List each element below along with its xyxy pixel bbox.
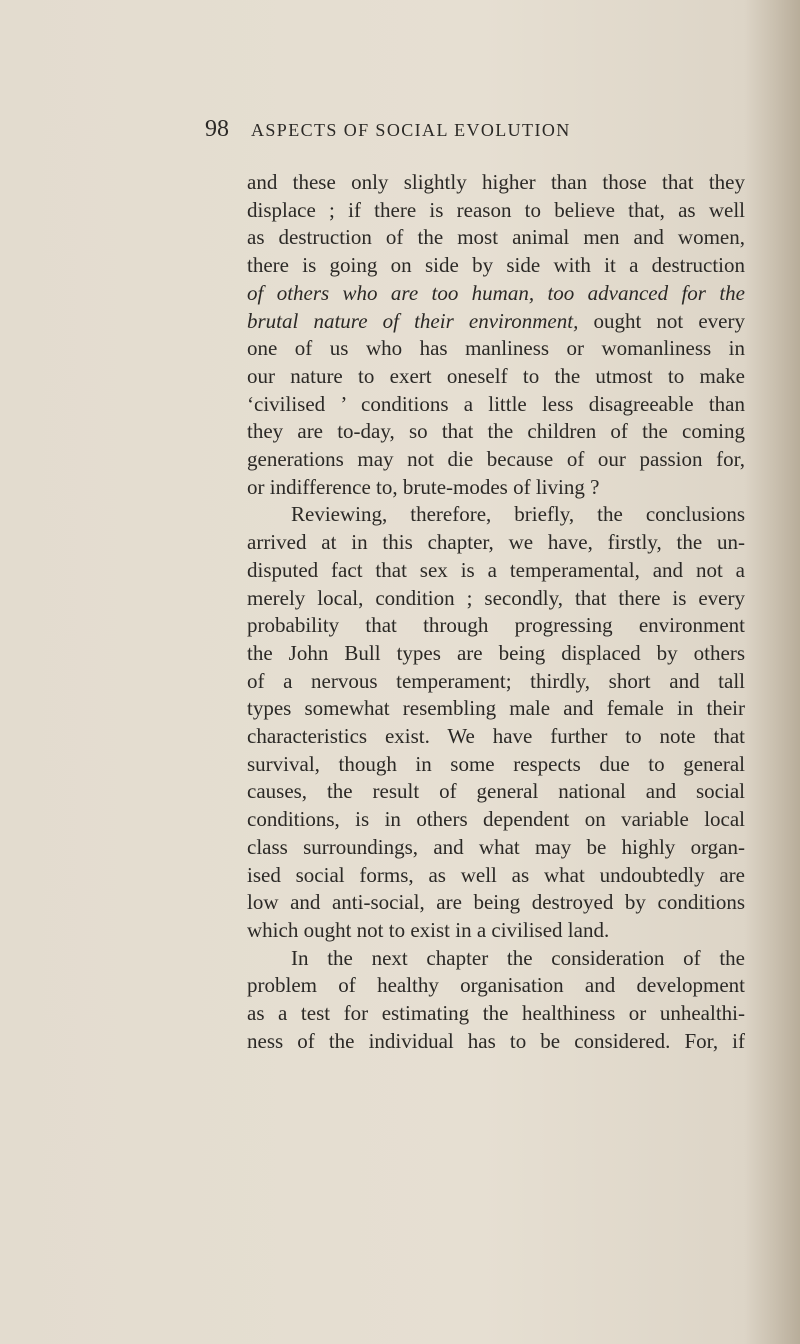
text-line bbox=[247, 889, 745, 917]
text-line bbox=[247, 695, 745, 723]
text-line bbox=[247, 197, 745, 225]
text-segment: generations may not die because of our passion for, bbox=[247, 447, 745, 472]
italic-text: brutal nature of their environment, bbox=[247, 308, 579, 333]
text-segment: problem of healthy organisation and development bbox=[247, 973, 745, 998]
text-line bbox=[247, 363, 745, 391]
text-line bbox=[247, 557, 745, 585]
text-line bbox=[247, 474, 745, 502]
text-segment: disputed fact that sex is a temperamental, and not a bbox=[247, 557, 745, 582]
text-segment: Reviewing, therefore, briefly, the conclusions bbox=[291, 502, 745, 527]
text-segment: displace ; if there is reason to believe that, as well bbox=[247, 197, 745, 222]
text-segment: conditions, is in others dependent on variable local bbox=[247, 807, 745, 832]
text-segment: survival, though in some respects due to general bbox=[247, 751, 745, 776]
text-segment: and these only slightly higher than those that they bbox=[247, 170, 745, 194]
text-line bbox=[247, 612, 745, 640]
text-segment: there is going on side by side with it a destruction bbox=[247, 253, 745, 278]
text-segment: of a nervous temperament; thirdly, short and tall bbox=[247, 668, 745, 693]
text-segment: characteristics exist. We have further to note that bbox=[247, 724, 745, 749]
text-line bbox=[247, 1028, 745, 1056]
text-segment: In the next chapter the consideration of the bbox=[291, 945, 745, 970]
text-line bbox=[247, 280, 745, 308]
text-segment: ised social forms, as well as what undoubtedly are bbox=[247, 862, 745, 887]
text-line bbox=[247, 252, 745, 280]
text-line bbox=[247, 335, 745, 363]
text-segment: probability that through progressing environment bbox=[247, 613, 745, 638]
text-line bbox=[247, 585, 745, 613]
text-segment: they are to-day, so that the children of the coming bbox=[247, 419, 745, 444]
text-line bbox=[247, 806, 745, 834]
text-line bbox=[247, 1000, 745, 1028]
text-line bbox=[247, 169, 745, 197]
text-segment: causes, the result of general national and social bbox=[247, 779, 745, 804]
text-segment: as a test for estimating the healthiness or unhealthi- bbox=[247, 1001, 745, 1026]
text-line bbox=[247, 308, 745, 336]
text-line bbox=[247, 391, 745, 419]
text-segment: arrived at in this chapter, we have, firstly, the un- bbox=[247, 530, 745, 555]
text-segment: merely local, condition ; secondly, that there is every bbox=[247, 585, 745, 610]
text-line bbox=[247, 501, 745, 529]
body-text bbox=[247, 169, 745, 1056]
text-segment: types somewhat resembling male and female in their bbox=[247, 696, 745, 721]
running-title: ASPECTS OF SOCIAL EVOLUTION bbox=[251, 120, 571, 140]
text-segment: low and anti-social, are being destroyed by conditions bbox=[247, 890, 745, 915]
text-line bbox=[247, 972, 745, 1000]
text-line bbox=[247, 834, 745, 862]
text-line bbox=[247, 723, 745, 751]
text-line bbox=[247, 529, 745, 557]
text-line bbox=[247, 224, 745, 252]
text-line bbox=[247, 668, 745, 696]
text-segment: ‘civilised ’ conditions a little less disagreeable than bbox=[247, 391, 745, 416]
text-line bbox=[247, 945, 745, 973]
text-line bbox=[247, 917, 745, 945]
text-segment: class surroundings, and what may be highly organ- bbox=[247, 834, 745, 859]
text-segment: one of us who has manliness or womanliness in bbox=[247, 336, 745, 361]
text-line bbox=[247, 751, 745, 779]
page-number: 98 bbox=[205, 116, 229, 142]
text-line bbox=[247, 778, 745, 806]
text-segment: ness of the individual has to be considered. For, if bbox=[247, 1028, 745, 1053]
text-line bbox=[247, 862, 745, 890]
text-segment: ought not every bbox=[578, 308, 746, 333]
text-line bbox=[247, 418, 745, 446]
text-segment: our nature to exert oneself to the utmost to make bbox=[247, 363, 745, 388]
text-segment: which ought not to exist in a civilised land. bbox=[247, 917, 610, 942]
running-header bbox=[205, 116, 645, 144]
text-segment: or indifference to, brute-modes of living ? bbox=[247, 474, 600, 499]
italic-text: of others who are too human, too advanced for the bbox=[247, 280, 745, 305]
text-segment: the John Bull types are being displaced by others bbox=[247, 640, 745, 665]
text-line bbox=[247, 640, 745, 668]
text-line bbox=[247, 446, 745, 474]
text-segment: as destruction of the most animal men and women, bbox=[247, 225, 745, 250]
